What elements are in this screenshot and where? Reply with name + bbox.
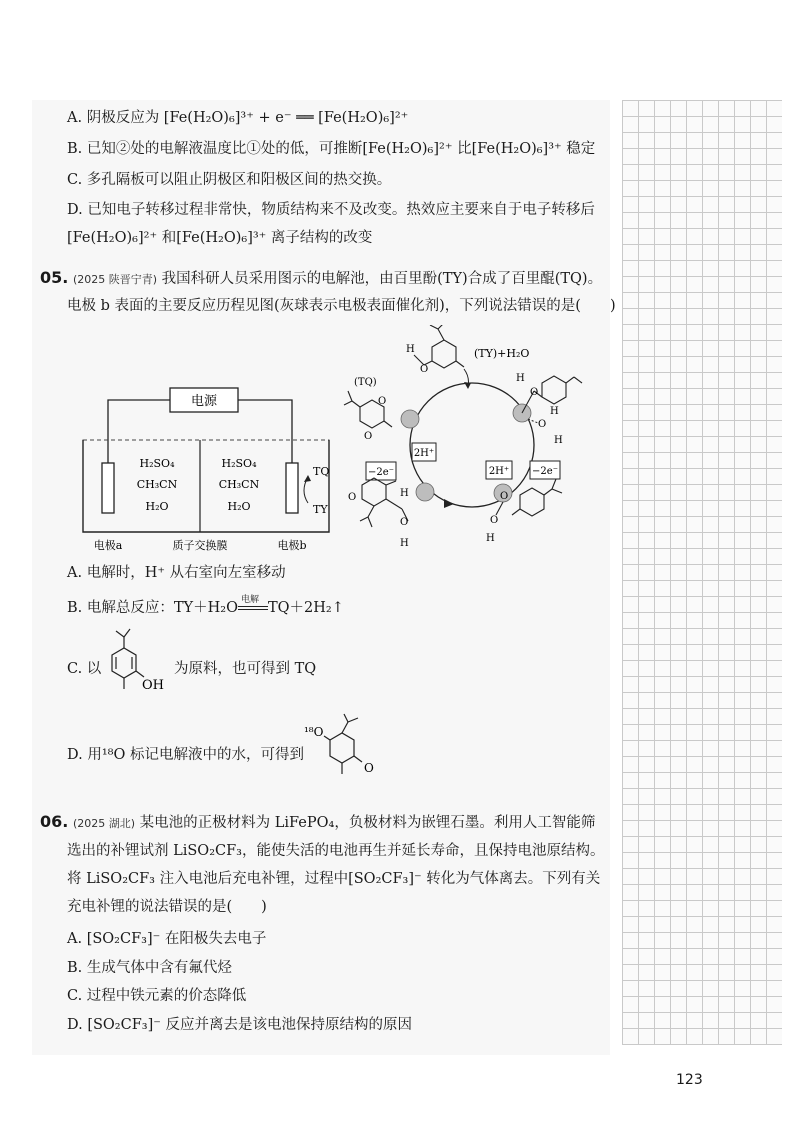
o-label-3: O: [348, 492, 357, 503]
q06-stem-line1: 某电池的正极材料为 LiFePO₄，负极材料为嵌锂石墨。利用人工智能筛: [139, 815, 596, 831]
left-electrolyte-2: CH₃CN: [136, 478, 178, 491]
q06-header: [40, 812, 595, 834]
input-arrow-head: [464, 382, 471, 389]
h-label-4: H: [400, 488, 409, 499]
electrode-a: [102, 463, 114, 513]
left-electrolyte-1: H₂SO₄: [139, 457, 175, 470]
left-electrolyte-3: H₂O: [145, 500, 169, 513]
h-label-5: H: [400, 538, 409, 549]
tq-oxygen-top: O: [378, 396, 387, 407]
right-electrolyte-3: H₂O: [227, 500, 251, 513]
q05-header: [40, 268, 602, 290]
q04-option-c[interactable]: C. 多孔隔板可以阻止阴极区和阳极区间的热交换。: [67, 172, 392, 188]
q04-option-b[interactable]: B. 已知②处的电解液温度比①处的低，可推断[Fe(H₂O)₆]²⁺ 比[Fe(H₂O)₆]³⁺ 稳定: [67, 141, 596, 157]
cycle-input-label: (TY)+H₂O: [474, 347, 530, 360]
wire-right: [238, 400, 292, 463]
q06-option-a[interactable]: A. [SO₂CF₃]⁻ 在阳极失去电子: [67, 931, 267, 947]
tq-product-label: (TQ): [354, 377, 377, 388]
tq-oxygen-bottom: O: [364, 431, 373, 442]
electrode-a-label: 电极a: [93, 539, 123, 552]
q06-option-d[interactable]: D. [SO₂CF₃]⁻ 反应并离去是该电池保持原结构的原因: [67, 1017, 413, 1033]
q05-option-b[interactable]: [67, 595, 344, 618]
electrolysis-condition-text: 电解: [240, 595, 259, 605]
q04-option-a[interactable]: A. 阴极反应为 [Fe(H₂O)₆]³⁺ + e⁻ ══ [Fe(H₂O)₆]²⁺: [67, 110, 409, 126]
o-label-4: O: [400, 517, 409, 528]
electrode-b-label: 电极b: [277, 539, 307, 552]
page-number: 123: [676, 1072, 703, 1088]
electrolytic-cell-diagram: [75, 385, 340, 555]
e-left: −2e⁻: [368, 467, 394, 478]
membrane-label: 质子交换膜: [172, 539, 228, 552]
o-label: O: [530, 387, 539, 398]
catalyst-ball: [416, 483, 434, 501]
q04-option-d-line2: [Fe(H₂O)₆]²⁺ 和[Fe(H₂O)₆]³⁺ 离子结构的改变: [67, 230, 373, 246]
q06-stem-line2: 选出的补锂试剂 LiSO₂CF₃，能使失活的电池再生并延长寿命，且保持电池原结构。: [67, 843, 605, 859]
q06-number: 06.: [40, 812, 69, 831]
wire-left: [108, 400, 170, 463]
right-electrolyte-2: CH₃CN: [218, 478, 260, 491]
option-c-oh: OH: [142, 678, 164, 693]
q05-source: (2025 陕晋宁青): [72, 273, 158, 286]
power-supply-label: 电源: [190, 394, 218, 409]
ty-top-oxygen: O: [420, 364, 429, 375]
q05-option-b-right: TQ＋2H₂↑: [267, 600, 344, 616]
ty-top-hydrogen: H: [406, 344, 415, 355]
cycle-arrow: [444, 499, 454, 508]
q05-stem-line1: 我国科研人员采用图示的电解池，由百里酚(TY)合成了百里醌(TQ)。: [161, 271, 603, 287]
q06-option-c[interactable]: C. 过程中铁元素的价态降低: [67, 988, 247, 1004]
q05-option-c-prefix[interactable]: C. 以: [67, 661, 102, 677]
q06-source: (2025 湖北): [72, 817, 136, 830]
q05-stem-line2: 电极 b 表面的主要反应历程见图(灰球表示电极表面催化剂)，下列说法错误的是( ): [67, 298, 616, 314]
q05-option-c-suffix: 为原料，也可得到 TQ: [174, 661, 317, 677]
h-label-2: H: [550, 406, 559, 417]
h-label-3: H: [554, 435, 563, 446]
option-d-oxygen: O: [364, 761, 374, 775]
notes-grid: [622, 100, 782, 1045]
q06-stem-line4: 充电补锂的说法错误的是( ): [67, 899, 267, 915]
q06-stem-line3: 将 LiSO₂CF₃ 注入电池后充电补锂，过程中[SO₂CF₃]⁻ 转化为气体离去。下列有关: [67, 871, 601, 887]
q06-option-b[interactable]: B. 生成气体中含有氟代烃: [67, 960, 232, 976]
option-d-molecule: [300, 710, 390, 790]
electrode-b: [286, 463, 298, 513]
h2plus-right: 2H⁺: [488, 466, 510, 477]
o-label-6: O: [490, 515, 499, 526]
catalyst-ball: [401, 410, 419, 428]
o-label-5: O: [500, 491, 509, 502]
h-label-6: H: [486, 533, 495, 544]
option-c-molecule: [92, 625, 172, 705]
arrow-head: [304, 475, 311, 482]
q05-number: 05.: [40, 268, 69, 287]
q05-option-d-prefix[interactable]: D. 用¹⁸O 标记电解液中的水，可得到: [67, 747, 304, 763]
reaction-cycle-diagram: [340, 325, 590, 555]
right-electrolyte-1: H₂SO₄: [221, 457, 257, 470]
option-d-labeled-oxygen: ¹⁸O: [304, 725, 324, 739]
tq-label: TQ: [313, 465, 330, 478]
h2plus-left: 2H⁺: [413, 448, 435, 459]
q05-option-a[interactable]: A. 电解时，H⁺ 从右室向左室移动: [67, 565, 286, 581]
e-right: −2e⁻: [532, 466, 558, 477]
q04-option-d-line1[interactable]: D. 已知电子转移过程非常快，物质结构来不及改变。热效应主要来自于电子转移后: [67, 202, 595, 218]
q05-option-b-left: B. 电解总反应：TY＋H₂O: [67, 600, 238, 616]
h-label: H: [516, 373, 525, 384]
o-label-2: O: [538, 419, 547, 430]
ty-molecule-top: [414, 325, 464, 368]
electrolysis-condition: [238, 595, 268, 618]
ty-label: TY: [313, 503, 328, 516]
